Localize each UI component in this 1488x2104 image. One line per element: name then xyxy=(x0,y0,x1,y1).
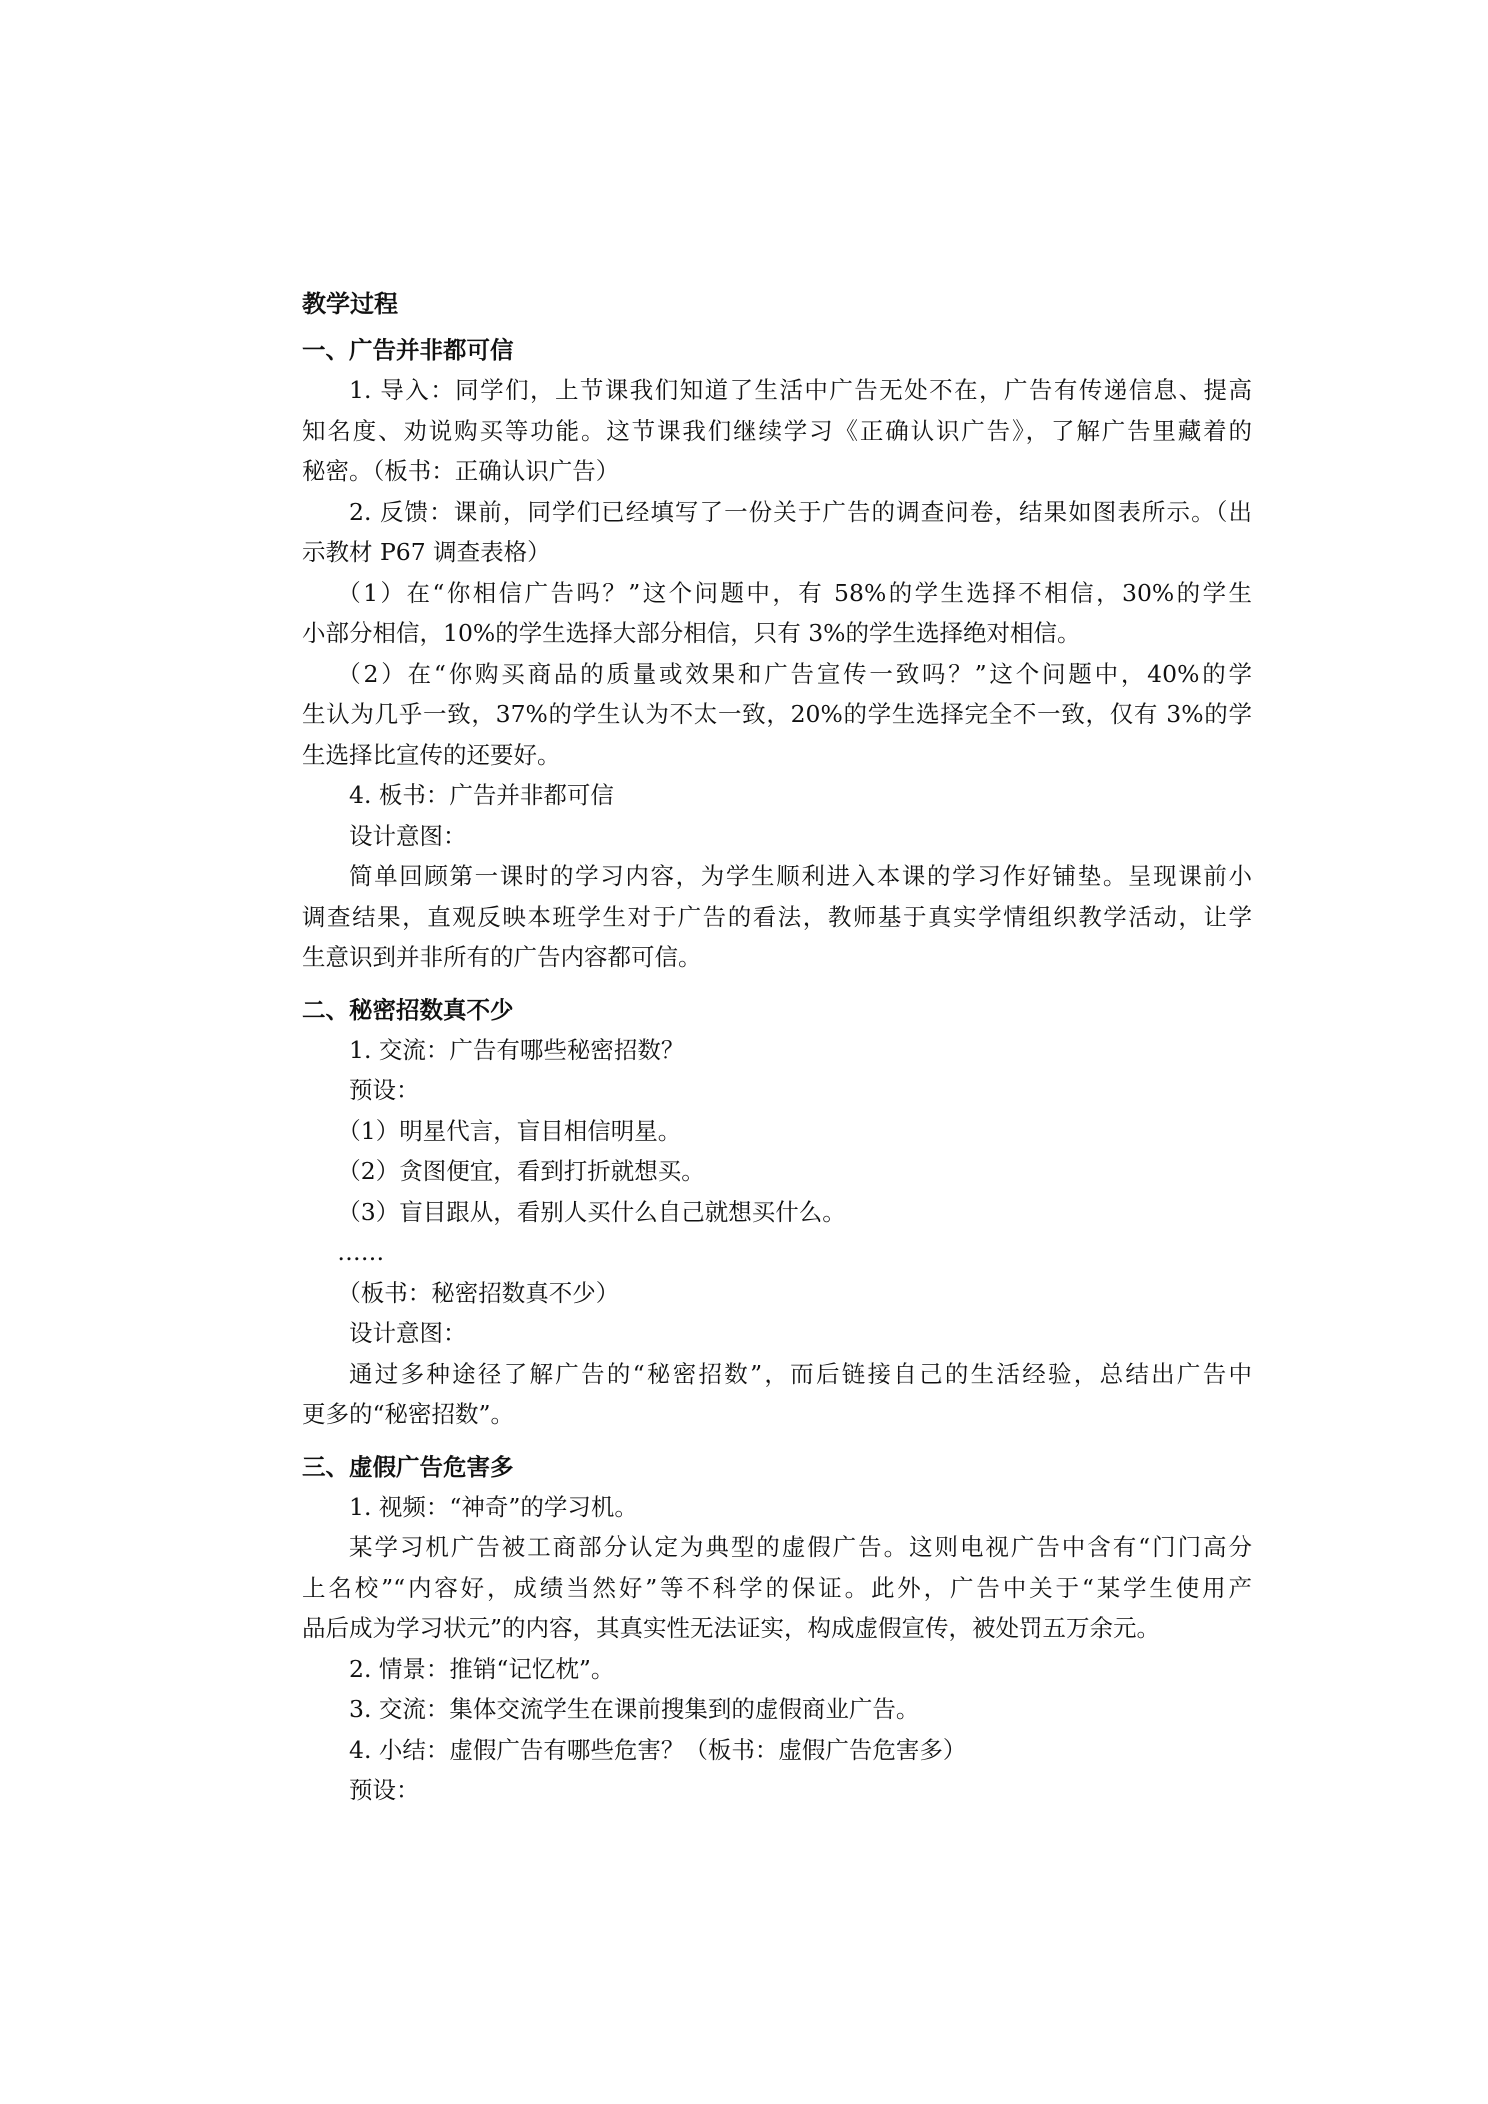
paragraph-line: 示教材 P67 调查表格） xyxy=(302,538,551,566)
paragraph-line: 1. 导入：同学们，上节课我们知道了生活中广告无处不在，广告有传递信息、提高 xyxy=(349,376,1252,404)
paragraph-line: 预设： xyxy=(349,1076,420,1104)
paragraph-line: 1. 视频：“神奇”的学习机。 xyxy=(349,1492,638,1521)
page-title: 教学过程 xyxy=(302,290,398,318)
paragraph-line: （板书：秘密招数真不少） xyxy=(337,1278,620,1307)
section-1 xyxy=(302,330,1252,978)
paragraph-line: 秘密。（板书：正确认识广告） xyxy=(302,457,620,485)
paragraph-line: （2）贪图便宜，看到打折就想买。 xyxy=(337,1157,705,1185)
paragraph-line: 2. 情景：推销“记忆枕”。 xyxy=(349,1654,615,1683)
paragraph-line: 品后成为学习状元”的内容，其真实性无法证实，构成虚假宣传，被处罚五万余元。 xyxy=(302,1614,1161,1642)
section-heading: 二、秘密招数真不少 xyxy=(302,995,514,1024)
paragraph-line: 知名度、劝说购买等功能。这节课我们继续学习《正确认识广告》，了解广告里藏着的 xyxy=(302,416,1252,445)
section-heading: 三、虚假广告危害多 xyxy=(302,1452,514,1481)
document-page xyxy=(302,284,1252,1811)
section-3 xyxy=(302,1447,1252,1811)
paragraph-line: 小部分相信，10%的学生选择大部分相信，只有 3%的学生选择绝对相信。 xyxy=(302,619,1081,647)
paragraph-line: 2. 反馈：课前，同学们已经填写了一份关于广告的调查问卷，结果如图表所示。（出 xyxy=(349,497,1252,526)
paragraph-line: 设计意图： xyxy=(349,821,467,850)
paragraph-line: 4. 板书：广告并非都可信 xyxy=(349,781,614,809)
paragraph-line: 3. 交流：集体交流学生在课前搜集到的虚假商业广告。 xyxy=(349,1695,920,1723)
paragraph-line: 4. 小结：虚假广告有哪些危害？（板书：虚假广告危害多） xyxy=(349,1735,967,1764)
paragraph-line: 预设： xyxy=(349,1776,420,1804)
paragraph-line: 某学习机广告被工商部分认定为典型的虚假广告。这则电视广告中含有“门门高分 xyxy=(349,1533,1252,1561)
paragraph-line: …… xyxy=(337,1238,385,1266)
paragraph-line: （1）在“你相信广告吗？”这个问题中，有 58%的学生选择不相信，30%的学生 xyxy=(337,578,1252,607)
section-2 xyxy=(302,990,1252,1435)
paragraph-line: （1）明星代言，盲目相信明星。 xyxy=(337,1116,682,1145)
paragraph-line: 生意识到并非所有的广告内容都可信。 xyxy=(302,943,702,971)
paragraph-line: （3）盲目跟从，看别人买什么自己就想买什么。 xyxy=(337,1197,846,1226)
paragraph-line: 调查结果，直观反映本班学生对于广告的看法，教师基于真实学情组织教学活动，让学 xyxy=(302,902,1252,931)
paragraph-line: （2）在“你购买商品的质量或效果和广告宣传一致吗？”这个问题中，40%的学 xyxy=(337,659,1252,688)
paragraph-line: 简单回顾第一课时的学习内容，为学生顺利进入本课的学习作好铺垫。呈现课前小 xyxy=(349,862,1252,890)
paragraph-line: 生选择比宣传的还要好。 xyxy=(302,740,561,769)
paragraph-line: 更多的“秘密招数”。 xyxy=(302,1400,515,1428)
paragraph-line: 1. 交流：广告有哪些秘密招数？ xyxy=(349,1035,685,1064)
paragraph-line: 上名校”“内容好，成绩当然好”等不科学的保证。此外，广告中关于“某学生使用产 xyxy=(302,1573,1252,1602)
section-body xyxy=(302,1487,1252,1811)
section-body xyxy=(302,370,1252,978)
section-heading: 一、广告并非都可信 xyxy=(302,336,514,364)
paragraph-line: 设计意图： xyxy=(349,1319,467,1347)
paragraph-line: 通过多种途径了解广告的“秘密招数”，而后链接自己的生活经验，总结出广告中 xyxy=(349,1359,1252,1388)
paragraph-line: 生认为几乎一致，37%的学生认为不太一致，20%的学生选择完全不一致，仅有 3%的学 xyxy=(302,700,1252,728)
section-body xyxy=(302,1030,1252,1435)
